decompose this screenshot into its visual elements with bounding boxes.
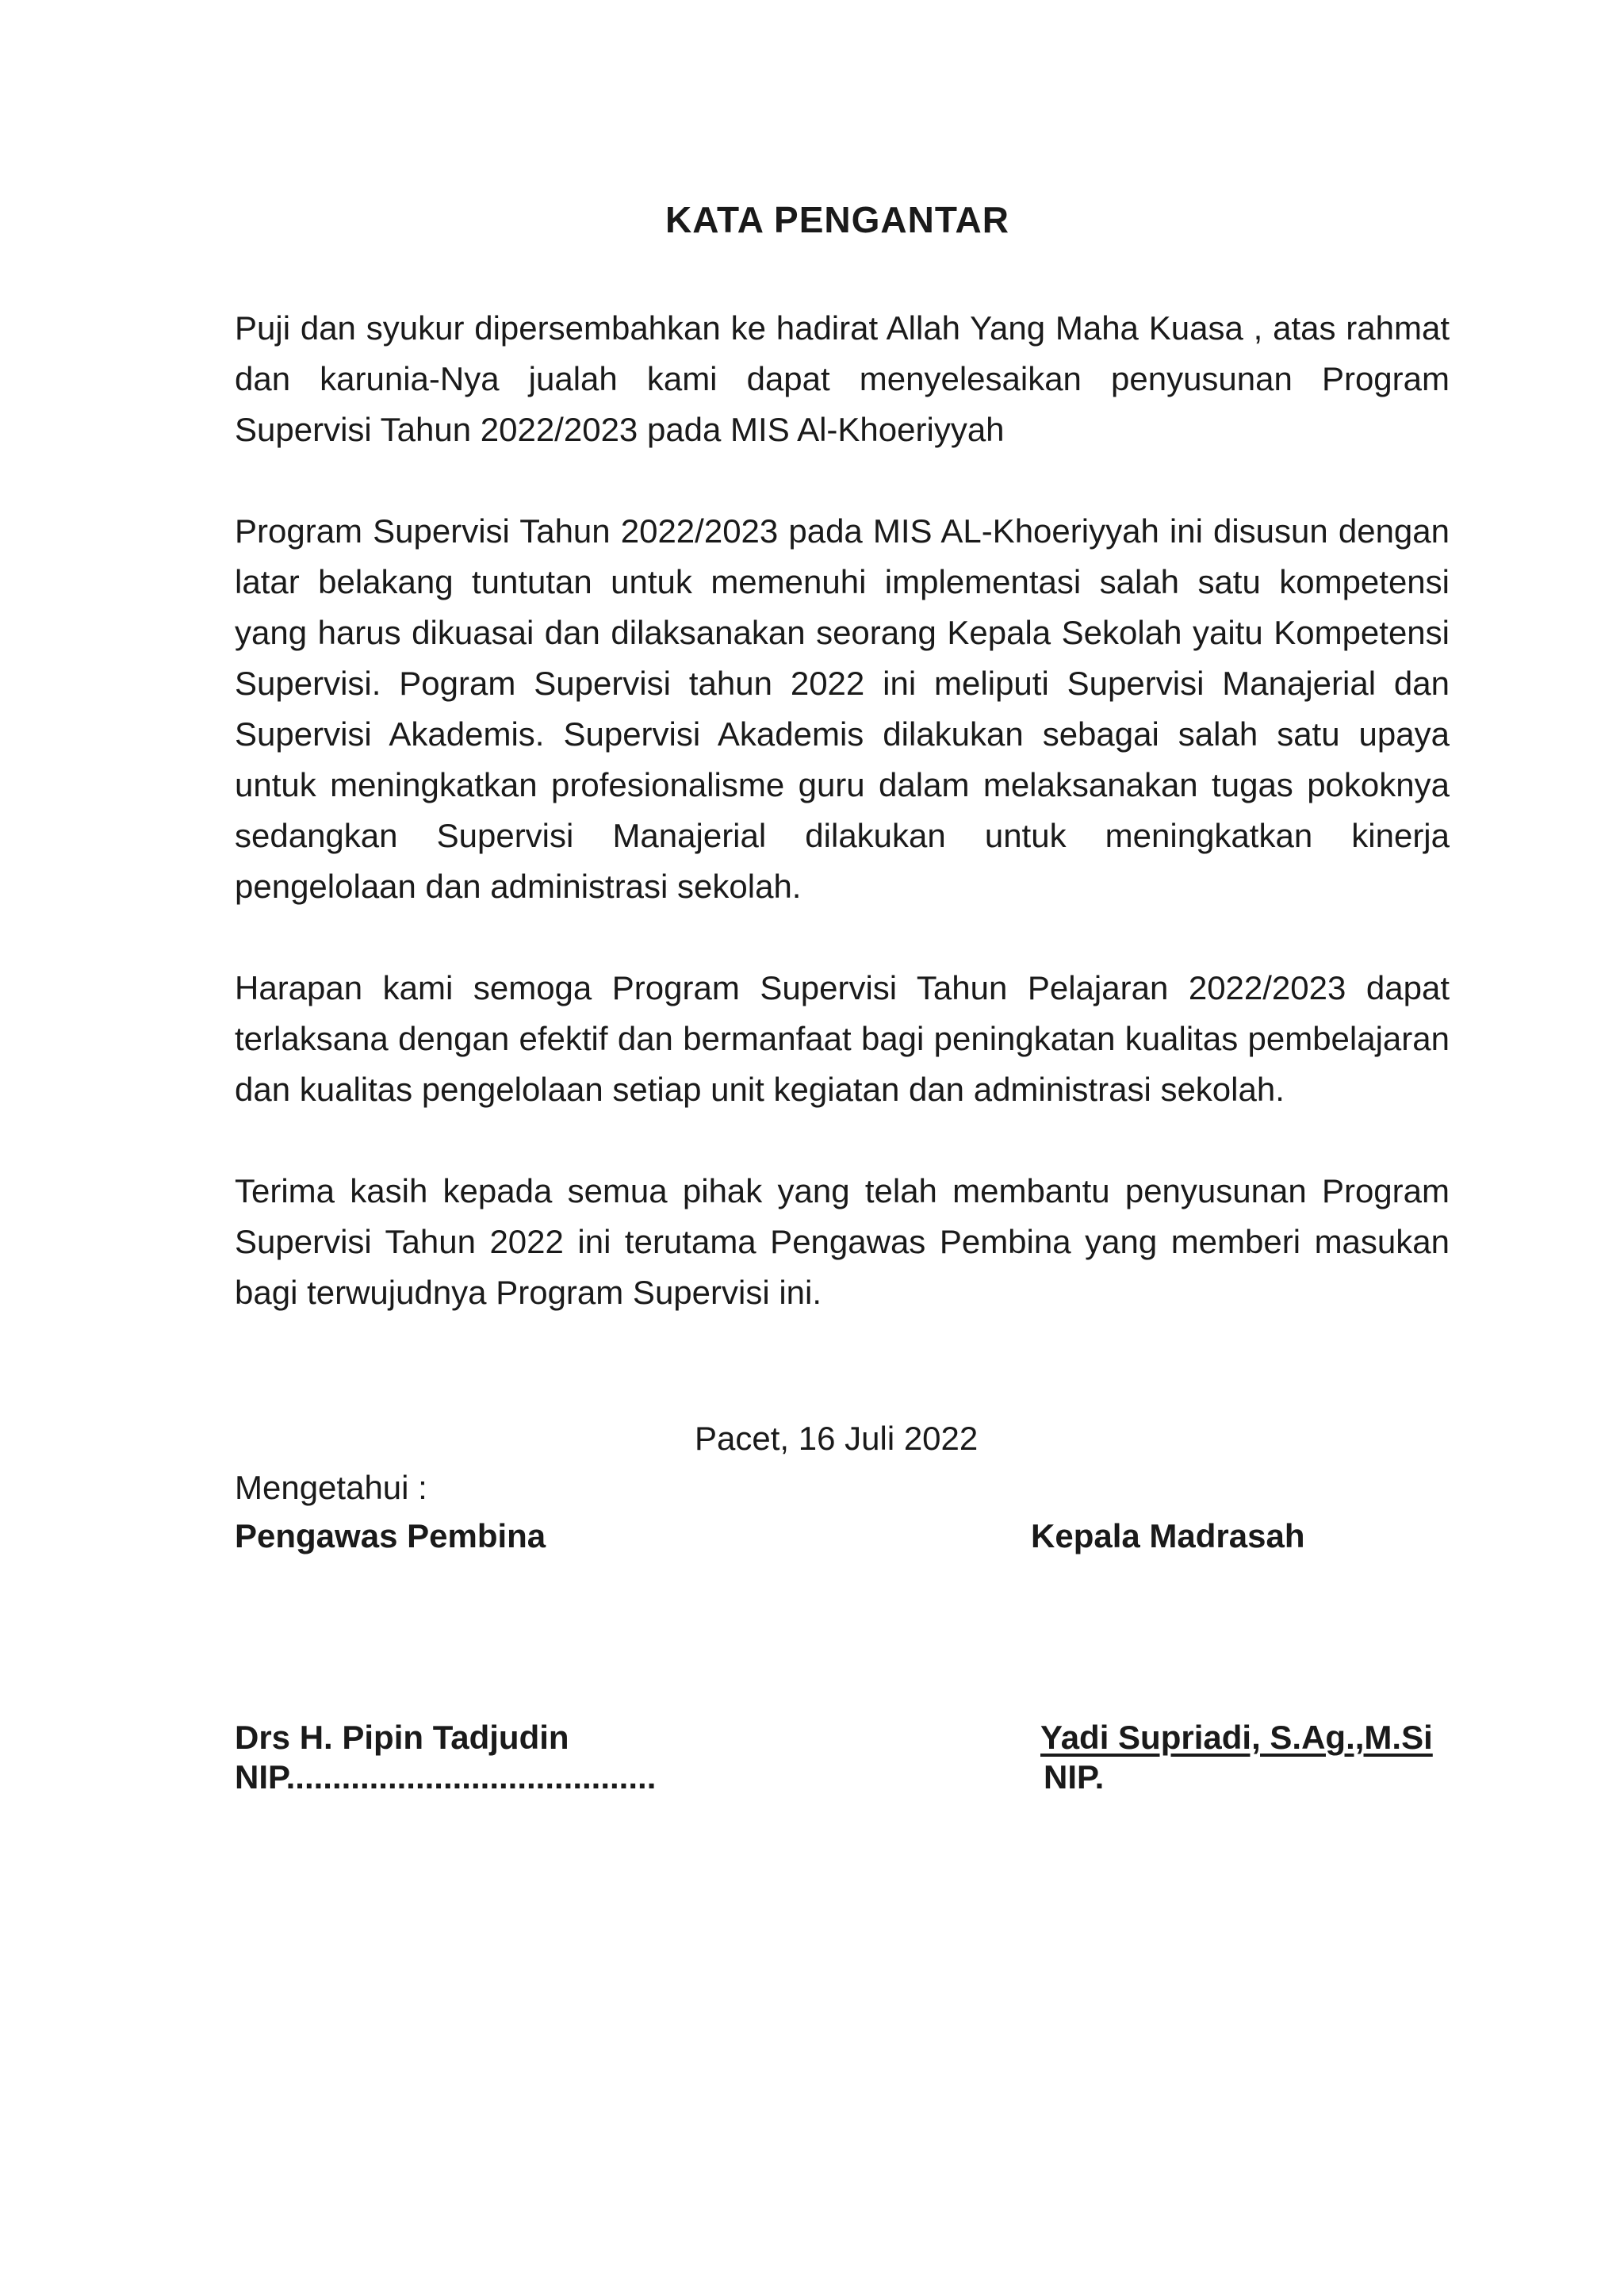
right-signatory-nip: NIP. xyxy=(1044,1758,1105,1796)
paragraph-hope: Harapan kami semoga Program Supervisi Tahun Pelajaran 2022/2023 dapat terlaksana dengan efektif dan bermanfaat bagi peningkatan kualitas pembelajaran dan kualitas pengelolaan setiap unit kegiatan dan administrasi sekolah. xyxy=(235,969,1450,1108)
left-signatory-name: Drs H. Pipin Tadjudin xyxy=(235,1719,569,1756)
left-signatory-role: Pengawas Pembina xyxy=(235,1517,546,1554)
paragraph-thanks: Terima kasih kepada semua pihak yang telah membantu penyusunan Program Supervisi Tahun 2022 ini terutama Pengawas Pembina yang memberi masukan bagi terwujudnya Program Supervisi ini. xyxy=(235,1172,1450,1311)
paragraph-background: Program Supervisi Tahun 2022/2023 pada MIS AL-Khoeriyyah ini disusun dengan latar belakang tuntutan untuk memenuhi implementasi salah satu kompetensi yang harus dikuasai dan dilaksanakan seorang Kepala Sekolah yaitu Kompetensi Supervisi. Pogram Supervisi tahun 2022 ini meliputi Supervisi Manajerial dan Supervisi Akademis. Supervisi Akademis dilakukan sebagai salah satu upaya untuk meningkatkan profesionalisme guru dalam melaksanakan tugas pokoknya sedangkan Supervisi Manajerial dilakukan untuk meningkatkan kinerja pengelolaan dan administrasi sekolah. xyxy=(235,512,1450,905)
left-signatory-nip: NIP........................................ xyxy=(235,1758,657,1796)
document-body xyxy=(235,303,1450,1369)
document-title: KATA PENGANTAR xyxy=(665,199,1009,240)
acknowledged-label: Mengetahui : xyxy=(235,1469,427,1506)
right-signatory-name: Yadi Supriadi, S.Ag.,M.Si xyxy=(1040,1719,1433,1756)
place-date: Pacet, 16 Juli 2022 xyxy=(695,1420,979,1457)
right-signatory-role: Kepala Madrasah xyxy=(1031,1517,1305,1554)
paragraph-opening: Puji dan syukur dipersembahkan ke hadirat Allah Yang Maha Kuasa , atas rahmat dan karunia-Nya jualah kami dapat menyelesaikan penyusunan Program Supervisi Tahun 2022/2023 pada MIS Al-Khoeriyyah xyxy=(235,309,1450,448)
